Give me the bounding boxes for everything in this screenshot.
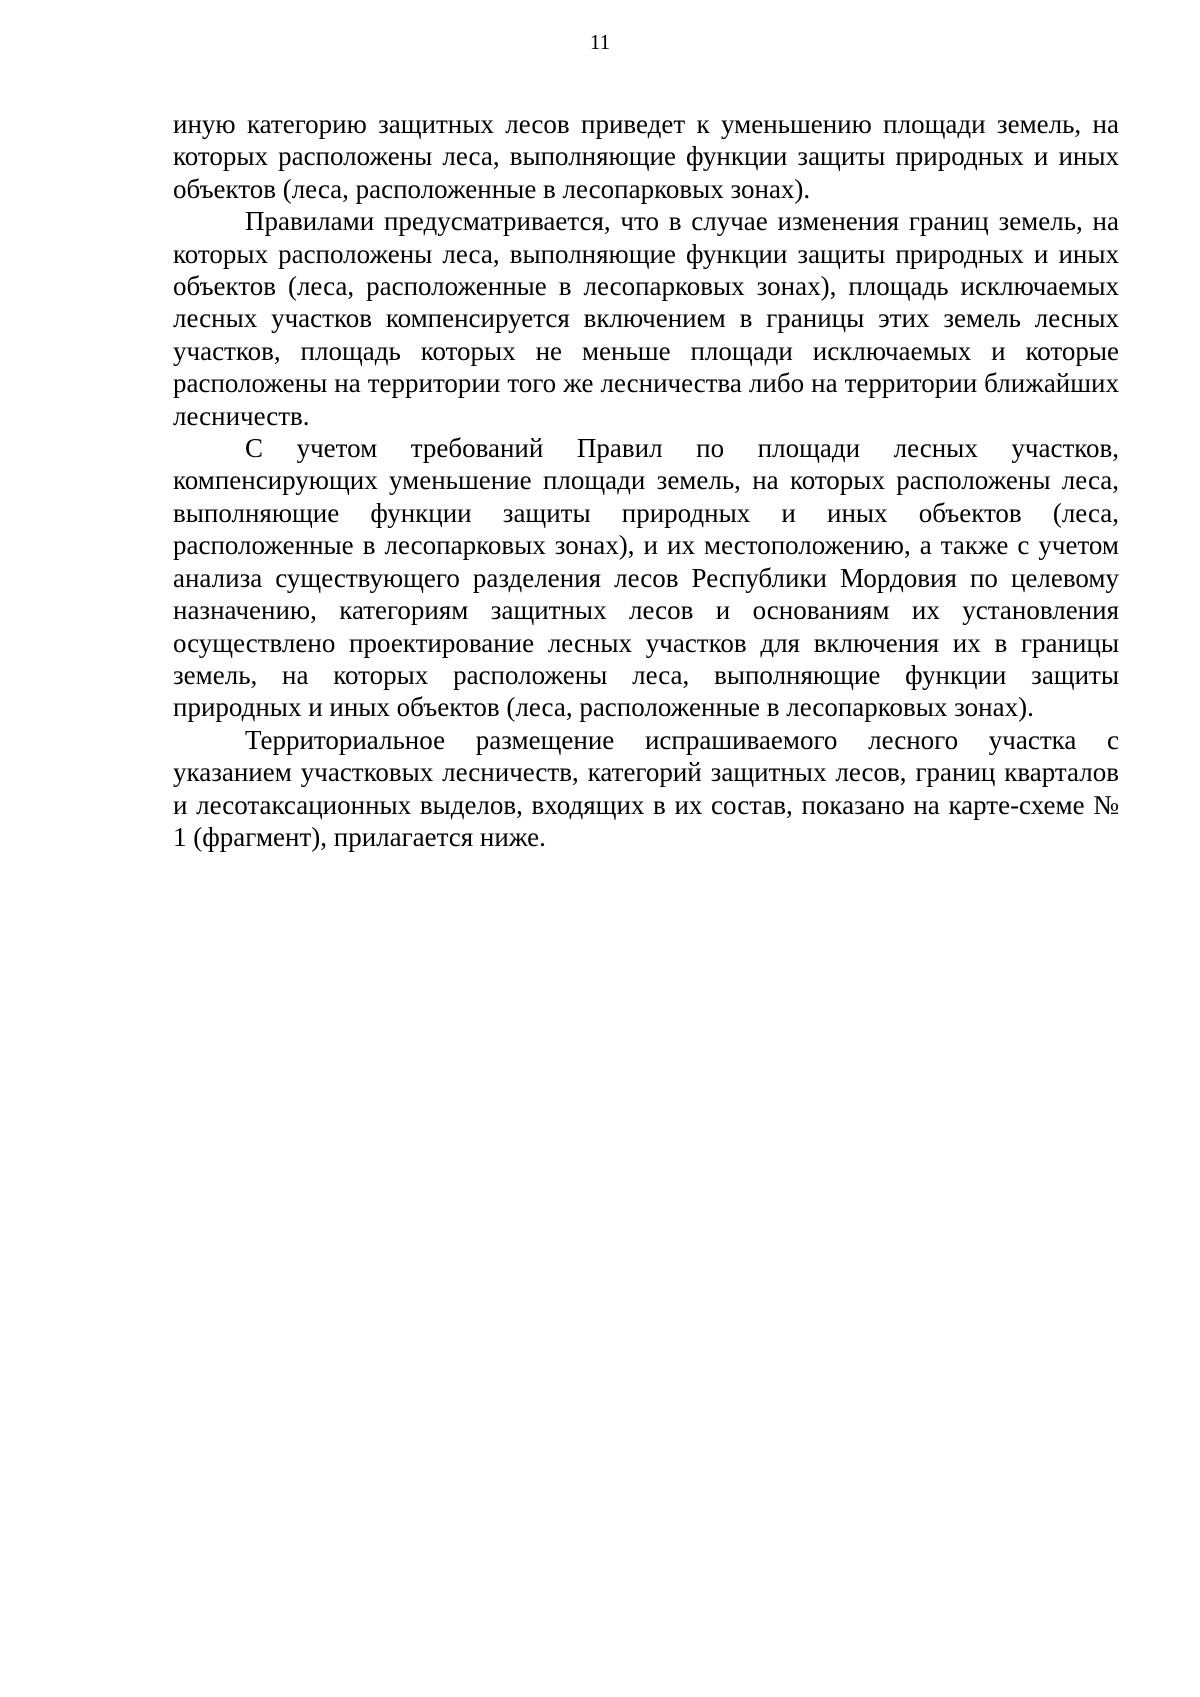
paragraph-continuation: иную категорию защитных лесов приведет к уменьшению площади земель, на которых расположены леса, выполняющие функции защиты природных и иных объектов (леса, расположенные в лесопарковых зонах). bbox=[173, 109, 1119, 204]
paragraph-territorial-placement: Территориальное размещение испрашиваемого лесного участка с указанием участковых лесничеств, категорий защитных лесов, границ кварталов и лесотаксационных выделов, входящих в их состав, показано на карте-схеме № 1 (фрагмент), прилагается ниже. bbox=[173, 724, 1119, 852]
paragraph-rules-boundaries: Правилами предусматривается, что в случае изменения границ земель, на которых расположены леса, выполняющие функции защиты природных и иных объектов (леса, расположенные в лесопарковых зонах), площадь исключаемых лесных участков компенсируется включением в границы этих земель лесных участков, площадь которых не меньше площади исключаемых и которые расположены на территории того же лесничества либо на территории ближайших лесничеств. bbox=[173, 206, 1119, 431]
document-body bbox=[173, 108, 1119, 853]
paragraph-design-analysis: С учетом требований Правил по площади лесных участков, компенсирующих уменьшение площади земель, на которых расположены леса, выполняющие функции защиты природных и иных объектов (леса, расположенные в лесопарковых зонах), и их местоположению, а также с учетом анализа существующего разделения лесов Республики Мордовия по целевому назначению, категориям защитных лесов и основаниям их установления осуществлено проектирование лесных участков для включения их в границы земель, на которых расположены леса, выполняющие функции защиты природных и иных объектов (леса, расположенные в лесопарковых зонах). bbox=[173, 433, 1119, 723]
page-number: 11 bbox=[589, 30, 611, 54]
